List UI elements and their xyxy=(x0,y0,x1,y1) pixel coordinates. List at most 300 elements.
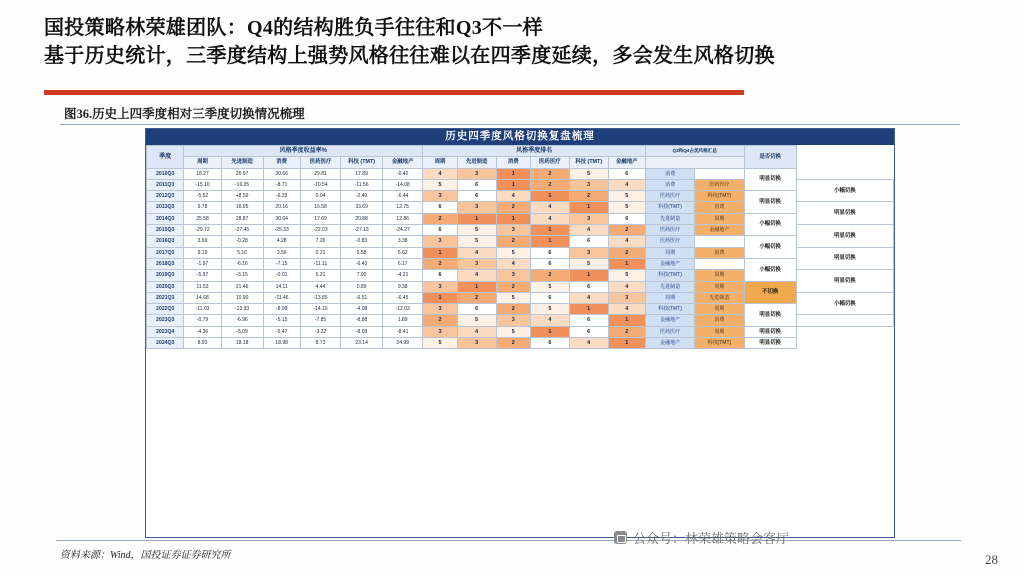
cell-return: 25.58 xyxy=(184,213,221,224)
cell-switch-flag: 小幅切换 xyxy=(744,213,796,236)
cell-return: -1.97 xyxy=(184,258,221,269)
cell-top-style: 金融地产 xyxy=(645,315,694,326)
cell-rank: 5 xyxy=(457,315,496,326)
cell-rank: 6 xyxy=(457,191,496,202)
title-underline-rule xyxy=(44,90,744,95)
cell-return: 7.90 xyxy=(341,270,383,281)
cell-quarter: 2010Q3 xyxy=(147,168,184,179)
th-rank-pharma: 医药医疗 xyxy=(530,157,569,168)
th-returns-group: 风格季度收益率% xyxy=(184,146,423,157)
cell-return: -6.45 xyxy=(383,292,423,303)
cell-rank: 4 xyxy=(530,213,569,224)
cell-return: 4.44 xyxy=(300,281,340,292)
cell-rank: 6 xyxy=(569,236,608,247)
cell-top-style: 周期 xyxy=(695,281,744,292)
table-row xyxy=(147,304,894,315)
cell-rank: 4 xyxy=(569,338,608,349)
cell-rank: 4 xyxy=(569,292,608,303)
cell-rank: 1 xyxy=(457,281,496,292)
cell-return: 18.18 xyxy=(221,338,263,349)
cell-rank: 6 xyxy=(457,304,496,315)
cell-rank: 3 xyxy=(496,225,530,236)
figure-caption: 图36.历史上四季度相对三季度切换情况梳理 xyxy=(64,107,305,121)
cell-return: 23.14 xyxy=(341,338,383,349)
cell-rank: 6 xyxy=(530,338,569,349)
cell-rank: 4 xyxy=(608,304,645,315)
cell-return: -14.08 xyxy=(383,179,423,190)
cell-rank: 3 xyxy=(457,168,496,179)
cell-rank: 2 xyxy=(423,213,457,224)
cell-return: 3.56 xyxy=(263,247,300,258)
cell-return: -5.47 xyxy=(263,326,300,337)
cell-return: 1.89 xyxy=(383,315,423,326)
cell-rank: 5 xyxy=(496,292,530,303)
cell-return: 12.75 xyxy=(383,202,423,213)
cell-rank: 1 xyxy=(496,213,530,224)
table-row xyxy=(147,258,894,269)
cell-return: -11.46 xyxy=(263,292,300,303)
cell-quarter: 2023Q3 xyxy=(147,315,184,326)
cell-return: -0.01 xyxy=(263,270,300,281)
cell-rank: 1 xyxy=(608,258,645,269)
cell-return: 24.99 xyxy=(383,338,423,349)
cell-rank: 1 xyxy=(423,247,457,258)
cell-return: 0.21 xyxy=(300,247,340,258)
cell-top-style: 科技(TMT) xyxy=(645,270,694,281)
cell-return: -11.11 xyxy=(300,258,340,269)
cell-rank: 4 xyxy=(496,191,530,202)
cell-return: 4.28 xyxy=(263,236,300,247)
cell-top-style xyxy=(695,168,744,179)
history-style-switch-table xyxy=(146,145,894,349)
cell-top-style: 金融地产 xyxy=(645,258,694,269)
cell-rank: 4 xyxy=(608,179,645,190)
title-line-1: 国投策略林荣雄团队：Q4的结构胜负手往往和Q3不一样 xyxy=(44,17,543,39)
cell-return: 20.88 xyxy=(341,213,383,224)
cell-top-style: 周期 xyxy=(645,292,694,303)
cell-rank: 5 xyxy=(496,247,530,258)
table-header xyxy=(147,146,894,169)
cell-rank: 6 xyxy=(457,179,496,190)
cell-rank: 2 xyxy=(496,338,530,349)
table-body xyxy=(147,168,894,349)
cell-return: 18.27 xyxy=(184,168,221,179)
cell-return: -8.99 xyxy=(263,304,300,315)
cell-rank: 6 xyxy=(530,292,569,303)
cell-rank: 4 xyxy=(530,315,569,326)
cell-return: 7.26 xyxy=(300,236,340,247)
cell-return: 29.81 xyxy=(300,168,340,179)
cell-top-style: 先进制造 xyxy=(645,281,694,292)
watermark-text: 公众号：林荣雄策略会客厅 xyxy=(633,531,790,546)
th-ret-consumer: 消费 xyxy=(263,157,300,168)
cell-rank: 1 xyxy=(496,179,530,190)
th-rank-consumer: 消费 xyxy=(496,157,530,168)
cell-return: -0.28 xyxy=(221,236,263,247)
table-title: 历史四季度风格切换复盘梳理 xyxy=(146,129,894,145)
cell-rank: 2 xyxy=(457,292,496,303)
cell-return: 0.04 xyxy=(300,191,340,202)
cell-rank: 1 xyxy=(569,304,608,315)
cell-return: -22.03 xyxy=(300,225,340,236)
cell-return: 14.11 xyxy=(263,281,300,292)
cell-quarter: 2014Q3 xyxy=(147,213,184,224)
cell-top-style: 消费 xyxy=(695,202,744,213)
th-summary-sub xyxy=(645,157,744,168)
cell-top-style: 消费 xyxy=(645,179,694,190)
cell-return: -4.21 xyxy=(383,270,423,281)
cell-return: -6.16 xyxy=(221,258,263,269)
cell-switch-flag: 小幅切换 xyxy=(744,258,796,281)
cell-return: -11.03 xyxy=(184,304,221,315)
cell-top-style: 金融地产 xyxy=(695,225,744,236)
cell-return: -12.03 xyxy=(383,304,423,315)
cell-top-style xyxy=(695,236,744,247)
cell-switch-flag: 明显切换 xyxy=(744,338,796,349)
cell-switch-flag: 明显切换 xyxy=(796,202,893,225)
cell-return: 9.19 xyxy=(184,247,221,258)
cell-return: 3.38 xyxy=(383,236,423,247)
cell-return: -6.43 xyxy=(341,258,383,269)
cell-switch-flag: 明显切换 xyxy=(796,270,893,293)
cell-return: -6.44 xyxy=(383,191,423,202)
cell-top-style: 先进制造 xyxy=(645,213,694,224)
cell-top-style: 医药医疗 xyxy=(695,179,744,190)
th-ret-tmt: 科技 (TMT) xyxy=(341,157,383,168)
cell-return: -5.97 xyxy=(184,270,221,281)
cell-top-style: 科技(TMT) xyxy=(645,304,694,315)
cell-return: -0.83 xyxy=(341,236,383,247)
cell-quarter: 2020Q3 xyxy=(147,281,184,292)
cell-rank: 1 xyxy=(569,202,608,213)
cell-return: 5.58 xyxy=(341,247,383,258)
cell-return: -7.85 xyxy=(300,315,340,326)
cell-top-style: 医药医疗 xyxy=(645,191,694,202)
table-group-header-row xyxy=(147,146,894,157)
wechat-icon xyxy=(614,531,627,544)
cell-rank: 3 xyxy=(457,258,496,269)
cell-top-style: 周期 xyxy=(695,270,744,281)
cell-return: -6.96 xyxy=(221,315,263,326)
cell-rank: 3 xyxy=(457,202,496,213)
cell-return: -27.13 xyxy=(341,225,383,236)
cell-top-style: 医药医疗 xyxy=(645,236,694,247)
cell-return: 9.38 xyxy=(383,281,423,292)
cell-top-style xyxy=(695,258,744,269)
cell-rank: 5 xyxy=(608,270,645,281)
cell-rank: 4 xyxy=(423,168,457,179)
cell-return: 20.16 xyxy=(263,202,300,213)
th-ranks-group: 风格季度排名 xyxy=(423,146,646,157)
cell-rank: 3 xyxy=(423,281,457,292)
cell-rank: 3 xyxy=(423,191,457,202)
cell-return: -8.71 xyxy=(263,179,300,190)
cell-return: 0.89 xyxy=(341,281,383,292)
cell-quarter: 2022Q3 xyxy=(147,304,184,315)
th-quarter: 季度 xyxy=(147,146,184,169)
cell-rank: 5 xyxy=(569,168,608,179)
th-summary-group: Q3和Q4占优风格汇总 xyxy=(645,146,744,157)
cell-return: 6.17 xyxy=(383,258,423,269)
cell-rank: 2 xyxy=(608,225,645,236)
cell-return: -3.15 xyxy=(221,270,263,281)
cell-return: -14.16 xyxy=(300,304,340,315)
cell-switch-flag: 明显切换 xyxy=(796,247,893,270)
cell-top-style: 先进制造 xyxy=(695,292,744,303)
cell-rank: 2 xyxy=(608,247,645,258)
cell-quarter: 2013Q3 xyxy=(147,202,184,213)
cell-return: 33.69 xyxy=(341,202,383,213)
cell-return: -6.33 xyxy=(263,191,300,202)
cell-return: -24.27 xyxy=(383,225,423,236)
cell-switch-flag: 小幅切换 xyxy=(744,236,796,259)
cell-return: -27.45 xyxy=(221,225,263,236)
cell-rank: 4 xyxy=(530,202,569,213)
table-row xyxy=(147,168,894,179)
cell-rank: 4 xyxy=(457,247,496,258)
cell-return: -0.79 xyxy=(184,315,221,326)
cell-return: 11.53 xyxy=(184,281,221,292)
cell-switch-flag: 明显切换 xyxy=(744,168,796,191)
cell-quarter: 2024Q3 xyxy=(147,338,184,349)
source-note: 资料来源：Wind，国投证券证券研究所 xyxy=(60,550,231,561)
source-divider xyxy=(56,540,961,541)
cell-rank: 2 xyxy=(569,191,608,202)
cell-switch-flag: 明显切换 xyxy=(744,191,796,214)
th-ret-finre: 金融地产 xyxy=(383,157,423,168)
cell-top-style: 科技(TMT) xyxy=(695,338,744,349)
cell-return: -5.09 xyxy=(221,326,263,337)
cell-rank: 3 xyxy=(496,270,530,281)
th-rank-tmt: 科技 (TMT) xyxy=(569,157,608,168)
cell-return: -4.36 xyxy=(184,326,221,337)
cell-rank: 3 xyxy=(569,247,608,258)
cell-rank: 6 xyxy=(423,225,457,236)
cell-rank: 4 xyxy=(569,225,608,236)
cell-return: 9.78 xyxy=(184,202,221,213)
cell-top-style: 消费 xyxy=(695,315,744,326)
cell-rank: 2 xyxy=(496,236,530,247)
cell-quarter: 2021Q3 xyxy=(147,292,184,303)
cell-top-style: 医药医疗 xyxy=(645,326,694,337)
cell-rank: 6 xyxy=(530,247,569,258)
watermark xyxy=(614,528,789,547)
cell-return: 30.66 xyxy=(263,168,300,179)
cell-return: 14.68 xyxy=(184,292,221,303)
cell-switch-flag: 明显切换 xyxy=(744,326,796,337)
cell-switch-flag: 明显切换 xyxy=(796,225,893,248)
cell-rank: 1 xyxy=(530,225,569,236)
cell-rank: 4 xyxy=(457,270,496,281)
cell-return: 21.46 xyxy=(221,281,263,292)
table-row xyxy=(147,326,894,337)
table-panel xyxy=(145,128,895,538)
cell-return: -8.88 xyxy=(341,315,383,326)
cell-return: 18.98 xyxy=(263,338,300,349)
cell-return: 17.89 xyxy=(341,168,383,179)
cell-quarter: 2012Q3 xyxy=(147,191,184,202)
cell-rank: 1 xyxy=(496,168,530,179)
cell-switch-flag: 小幅切换 xyxy=(796,179,893,202)
cell-quarter: 2018Q3 xyxy=(147,258,184,269)
cell-rank: 2 xyxy=(496,304,530,315)
cell-rank: 5 xyxy=(608,202,645,213)
cell-return: -5.15 xyxy=(263,315,300,326)
cell-return: -25.33 xyxy=(263,225,300,236)
cell-rank: 2 xyxy=(423,315,457,326)
cell-return: 26.97 xyxy=(221,168,263,179)
cell-rank: 1 xyxy=(423,292,457,303)
cell-rank: 3 xyxy=(423,304,457,315)
cell-rank: 1 xyxy=(530,191,569,202)
cell-return: -2.40 xyxy=(341,191,383,202)
cell-return: +8.59 xyxy=(221,191,263,202)
cell-quarter: 2016Q3 xyxy=(147,236,184,247)
table-row xyxy=(147,236,894,247)
cell-top-style: 金融地产 xyxy=(645,338,694,349)
cell-rank: 2 xyxy=(530,270,569,281)
cell-rank: 2 xyxy=(423,258,457,269)
cell-quarter: 2023Q4 xyxy=(147,326,184,337)
th-rank-advmfg: 先进制造 xyxy=(457,157,496,168)
cell-rank: 3 xyxy=(569,179,608,190)
cell-rank: 4 xyxy=(496,258,530,269)
cell-rank: 1 xyxy=(457,213,496,224)
cell-return: -11.56 xyxy=(341,179,383,190)
cell-rank: 4 xyxy=(457,326,496,337)
cell-return: 5.62 xyxy=(383,247,423,258)
cell-return: -7.15 xyxy=(263,258,300,269)
cell-top-style: 科技(TMT) xyxy=(695,191,744,202)
cell-rank: 3 xyxy=(457,338,496,349)
cell-return: 12.86 xyxy=(383,213,423,224)
th-ret-pharma: 医药医疗 xyxy=(300,157,340,168)
caption-divider xyxy=(60,124,960,125)
cell-return: 8.93 xyxy=(184,338,221,349)
cell-rank: 6 xyxy=(423,202,457,213)
cell-top-style: 周期 xyxy=(695,326,744,337)
cell-return: -8.41 xyxy=(383,326,423,337)
cell-top-style: 科技(TMT) xyxy=(645,202,694,213)
th-rank-finre: 金融地产 xyxy=(608,157,645,168)
table-row xyxy=(147,191,894,202)
title-block xyxy=(44,14,994,70)
cell-return: -3.22 xyxy=(300,326,340,337)
cell-rank: 5 xyxy=(569,258,608,269)
cell-rank: 3 xyxy=(569,213,608,224)
cell-rank: 6 xyxy=(569,281,608,292)
cell-rank: 5 xyxy=(530,281,569,292)
table-row xyxy=(147,338,894,349)
cell-return: 17.69 xyxy=(300,213,340,224)
cell-return: 5.16 xyxy=(221,247,263,258)
cell-quarter: 2017Q3 xyxy=(147,247,184,258)
cell-rank: 2 xyxy=(496,281,530,292)
page-number: 28 xyxy=(985,552,998,567)
cell-top-style: 周期 xyxy=(695,304,744,315)
cell-return: 8.73 xyxy=(300,338,340,349)
cell-rank: 1 xyxy=(608,315,645,326)
cell-return: -5.52 xyxy=(184,191,221,202)
table-row xyxy=(147,213,894,224)
th-ret-advmfg: 先进制造 xyxy=(221,157,263,168)
cell-return: -29.72 xyxy=(184,225,221,236)
cell-rank: 6 xyxy=(569,315,608,326)
th-rank-cycle: 周期 xyxy=(423,157,457,168)
cell-rank: 1 xyxy=(608,338,645,349)
cell-rank: 5 xyxy=(496,326,530,337)
cell-return: -4.08 xyxy=(341,304,383,315)
table-row xyxy=(147,281,894,292)
cell-return: 16.58 xyxy=(300,202,340,213)
cell-rank: 3 xyxy=(423,326,457,337)
cell-rank: 5 xyxy=(457,236,496,247)
cell-top-style: 消费 xyxy=(645,168,694,179)
cell-top-style: 周期 xyxy=(695,213,744,224)
cell-rank: 2 xyxy=(496,202,530,213)
cell-return: -8.09 xyxy=(341,326,383,337)
cell-quarter: 2011Q3 xyxy=(147,179,184,190)
cell-rank: 6 xyxy=(608,213,645,224)
cell-return: -13.85 xyxy=(300,292,340,303)
cell-quarter: 2015Q3 xyxy=(147,225,184,236)
cell-rank: 1 xyxy=(530,236,569,247)
cell-return: -13.93 xyxy=(221,304,263,315)
cell-rank: 5 xyxy=(530,304,569,315)
cell-return: 16.95 xyxy=(221,202,263,213)
cell-rank: 2 xyxy=(530,179,569,190)
cell-rank: 4 xyxy=(608,236,645,247)
cell-rank: 5 xyxy=(423,179,457,190)
cell-switch-flag: 小幅切换 xyxy=(796,292,893,315)
cell-switch-flag: 明显切换 xyxy=(744,304,796,327)
th-switch: 是否切换 xyxy=(744,146,796,169)
cell-rank: 6 xyxy=(569,326,608,337)
cell-quarter: 2019Q3 xyxy=(147,270,184,281)
cell-switch-flag: 不切换 xyxy=(744,281,796,304)
cell-rank: 1 xyxy=(569,270,608,281)
cell-return: 30.64 xyxy=(263,213,300,224)
cell-rank: 5 xyxy=(608,191,645,202)
cell-return: -6.51 xyxy=(341,292,383,303)
cell-return: 3.69 xyxy=(184,236,221,247)
cell-rank: 6 xyxy=(608,168,645,179)
cell-rank: 3 xyxy=(496,315,530,326)
cell-top-style: 医药医疗 xyxy=(645,225,694,236)
cell-rank: 4 xyxy=(608,281,645,292)
cell-return: -16.35 xyxy=(221,179,263,190)
th-ret-cycle: 周期 xyxy=(184,157,221,168)
cell-return: -0.42 xyxy=(383,168,423,179)
title-line-2: 基于历史统计，三季度结构上强势风格往往难以在四季度延续，多会发生风格切换 xyxy=(44,45,775,67)
cell-rank: 1 xyxy=(530,326,569,337)
cell-return: 28.87 xyxy=(221,213,263,224)
cell-rank: 2 xyxy=(608,326,645,337)
cell-return: -10.54 xyxy=(300,179,340,190)
cell-top-style: 周期 xyxy=(645,247,694,258)
cell-rank: 6 xyxy=(423,270,457,281)
cell-return: -15.10 xyxy=(184,179,221,190)
cell-rank: 5 xyxy=(423,338,457,349)
cell-switch-flag xyxy=(796,315,893,326)
cell-rank: 2 xyxy=(530,168,569,179)
cell-rank: 5 xyxy=(457,225,496,236)
cell-rank: 3 xyxy=(608,292,645,303)
cell-return: 10.90 xyxy=(221,292,263,303)
cell-rank: 3 xyxy=(423,236,457,247)
cell-top-style: 消费 xyxy=(695,247,744,258)
cell-return: 5.21 xyxy=(300,270,340,281)
